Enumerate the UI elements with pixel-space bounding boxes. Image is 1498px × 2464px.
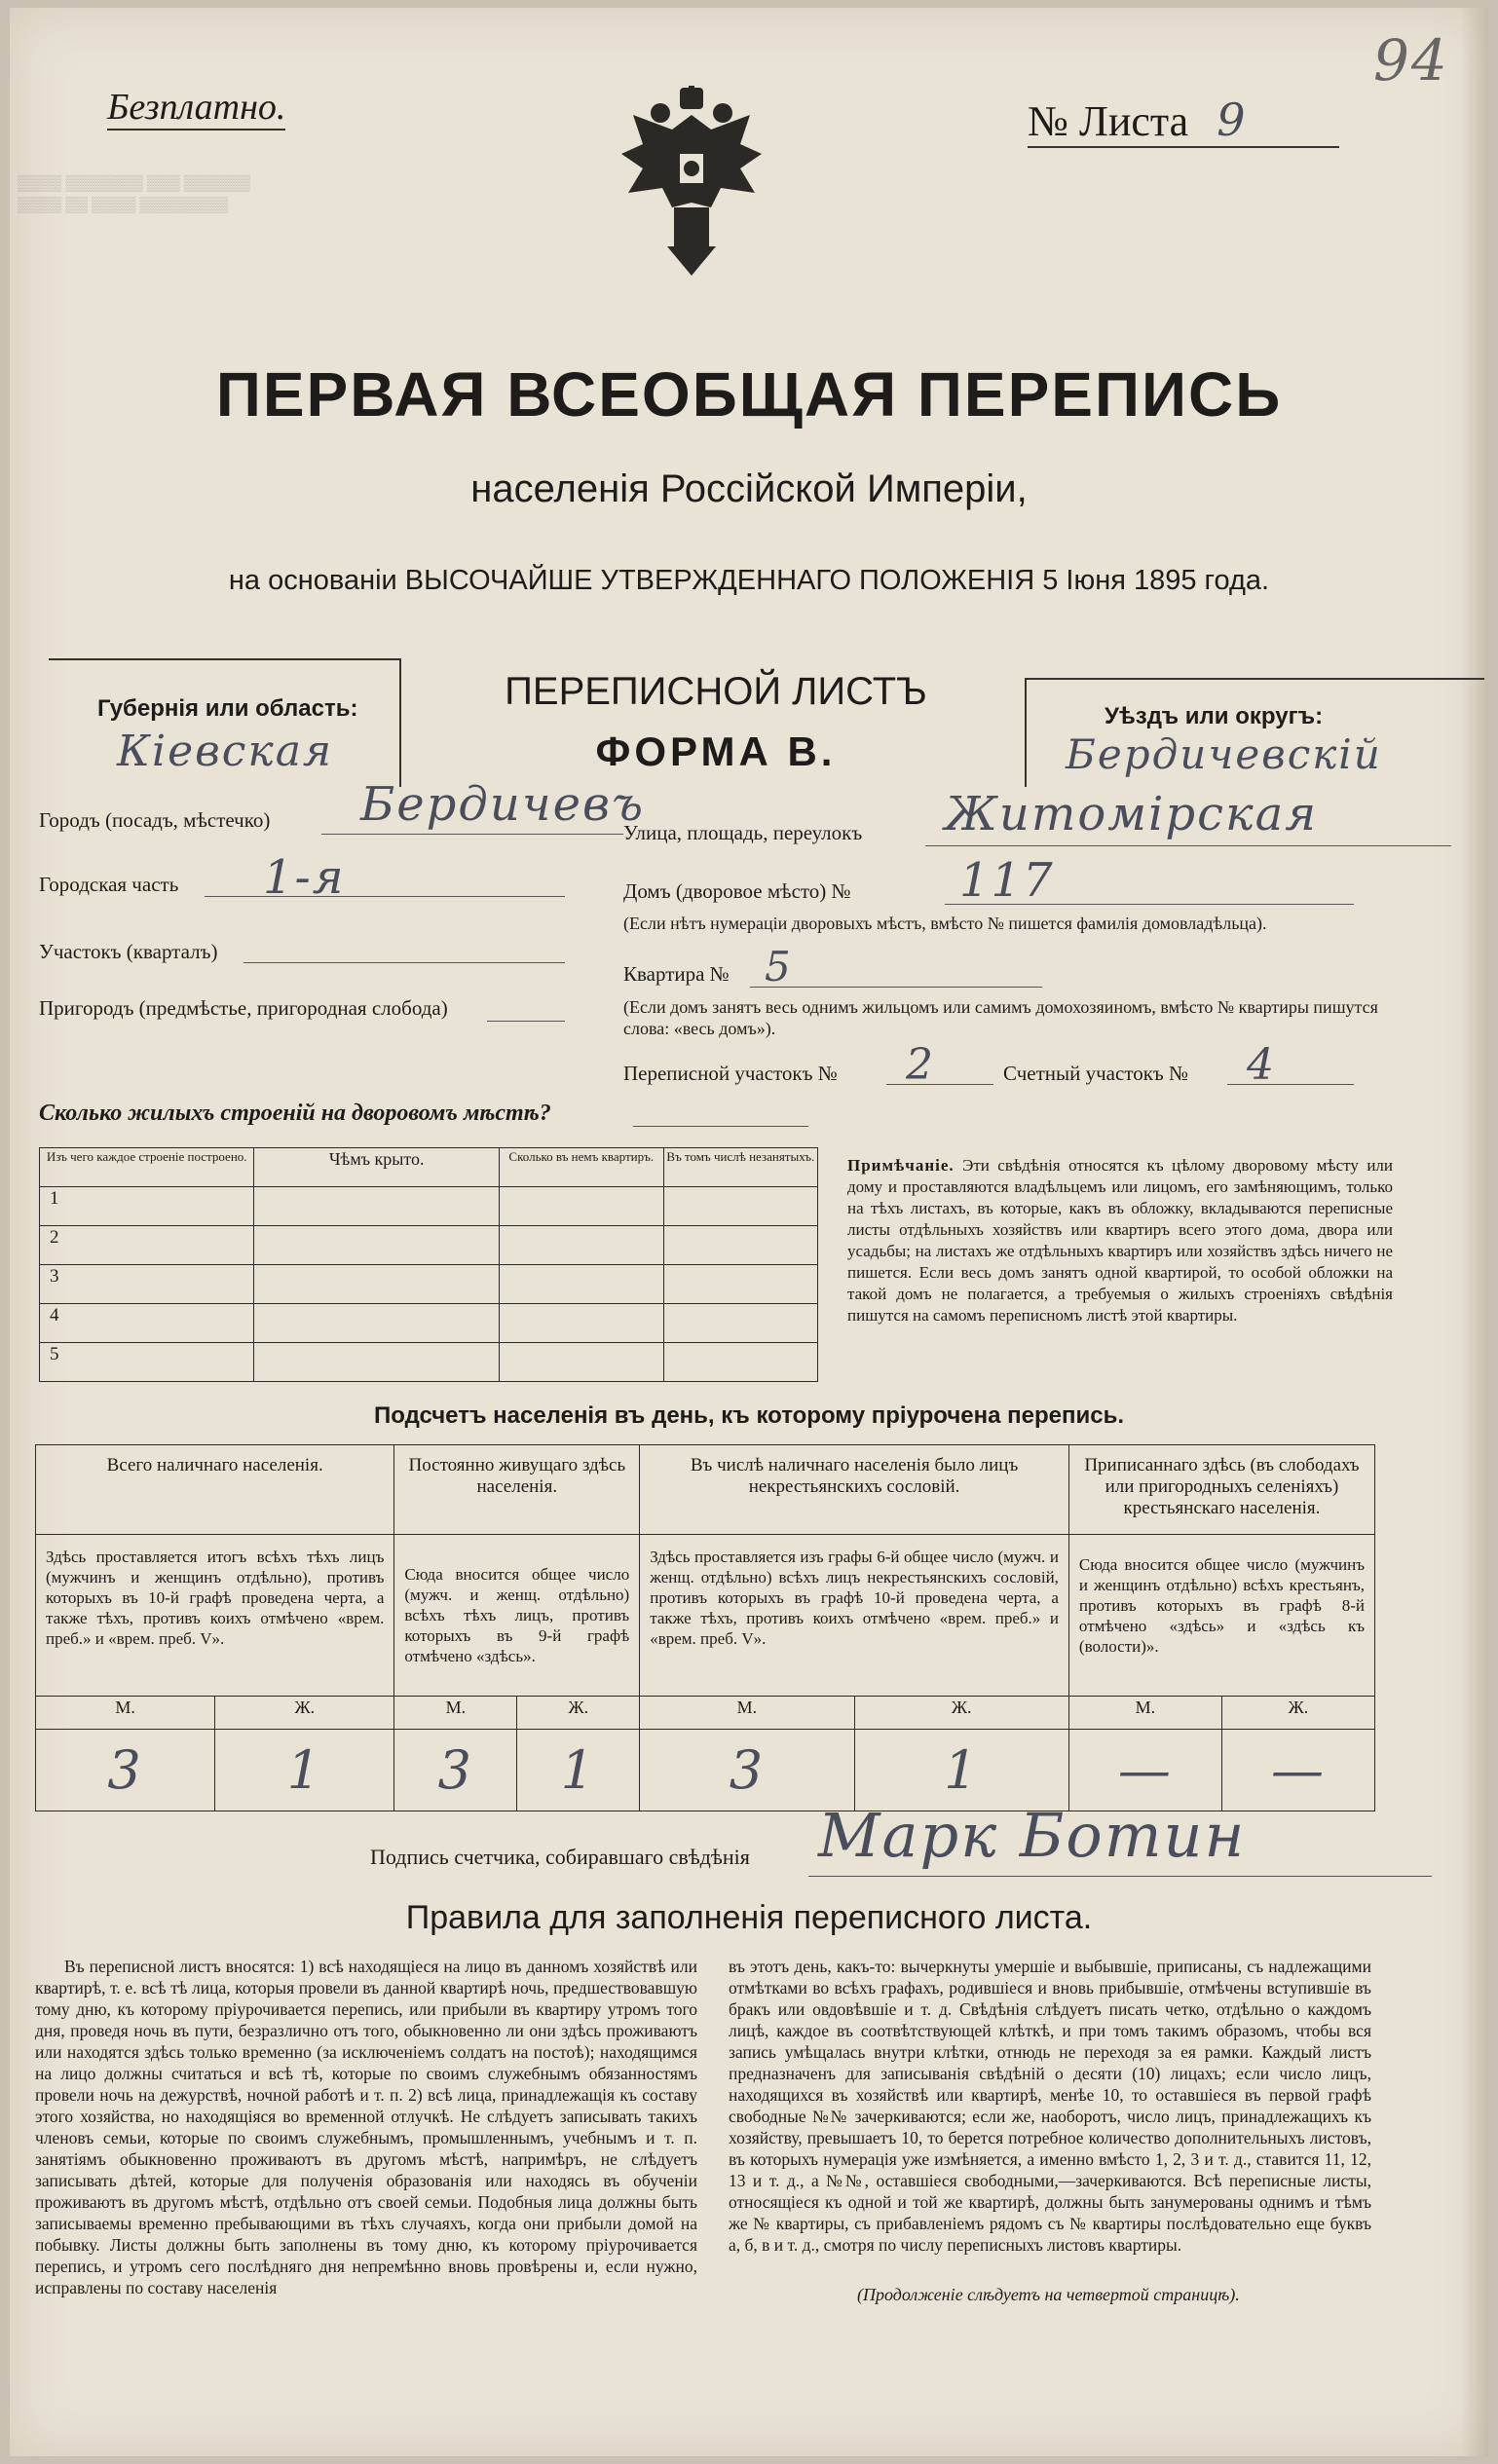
buildings-question: Сколько жилыхъ строеній на дворовомъ мѣстѣ? bbox=[39, 1101, 551, 1126]
district-box bbox=[1025, 678, 1484, 787]
signature-value: Марк Ботин bbox=[818, 1800, 1247, 1871]
peasant-female: — bbox=[1221, 1730, 1374, 1811]
bleed-through-text: ▒▒▒▒ ▒▒▒▒▒▒▒ ▒▒▒ ▒▒▒▒▒▒ ▒▒▒▒ ▒▒ ▒▒▒▒ ▒▒▒▒▒▒▒▒ bbox=[18, 175, 250, 213]
rules-continued: (Продолженіе слѣдуетъ на четвертой страницѣ). bbox=[857, 2285, 1240, 2304]
suburb-label: Пригородъ (предмѣстье, пригородная слобода) bbox=[39, 996, 448, 1020]
city-part-value: 1-я bbox=[263, 850, 346, 905]
non-peasant-male: 3 bbox=[640, 1730, 854, 1811]
population-col-title: Въ числѣ наличнаго населенія было лицъ некрестьянскихъ сословій. bbox=[640, 1445, 1069, 1535]
sheet-number-label bbox=[1028, 93, 1339, 148]
row-number: 1 bbox=[40, 1187, 254, 1226]
province-value: Кiевская bbox=[117, 727, 334, 776]
female-label: Ж. bbox=[517, 1697, 640, 1730]
count-district-label: Счетный участокъ № bbox=[1003, 1062, 1189, 1085]
buildings-header-material: Изъ чего каждое строеніе построено. bbox=[40, 1148, 254, 1187]
province-label: Губернія или область: bbox=[97, 695, 358, 722]
rules-left-column: Въ переписной листъ вносятся: 1) всѣ находящіеся на лицо въ данномъ хозяйствѣ или квартирѣ, т. е. всѣ тѣ лица, которыя провели въ данной квартирѣ ночь, предшествовавшую тому дню, къ которому пріурочивается перепись, или прибыли въ квартиру утромъ того дня, проведя ночь въ пути, безразлично отъ того, обыкновенно ли они здѣсь проживаютъ или находятся здѣсь только временно (за исключеніемъ солдатъ на постоѣ); находящимся на лицо должны считаться и всѣ тѣ, которые по своимъ служебнымъ обязанностямъ провели ночь на дежурствѣ, ночной работѣ и т. п. 2) всѣ лица, принадлежащія къ составу этого хозяйства, но находящіяся во временной отлучкѣ. Не слѣдуетъ записывать такихъ членовъ семьи, которые по своимъ служебнымъ, промышленнымъ, учебнымъ и т. п. занятіямъ обыкновенно проживаютъ въ другомъ мѣстѣ, напримѣръ, не слѣдуетъ записывать дѣтей, которые для полученія образованія или находясь въ обученіи проживаютъ въ другомъ мѣстѣ, отдѣльно отъ своей семьи. Подобныя лица должны быть записываемы временно пребывающими въ тѣхъ случаяхъ, когда они прибыли домой на побывку. Листы должны быть заполнены въ тому дню, къ которому пріурочивается перепись, и утромъ сего послѣдняго дня непремѣнно вновь провѣрены и, если нужно, исправлены по составу населенія bbox=[35, 1957, 697, 2297]
sheet-number-text: № Листа bbox=[1028, 97, 1189, 145]
buildings-header-roof: Чѣмъ крыто. bbox=[254, 1148, 499, 1187]
sheet-number-value: 9 bbox=[1217, 93, 1248, 146]
female-label: Ж. bbox=[1221, 1697, 1374, 1730]
form-heading: ПЕРЕПИСНОЙ ЛИСТЪ bbox=[505, 670, 927, 713]
basis-line: на основаніи ВЫСОЧАЙШЕ УТВЕРЖДЕННАГО ПОЛОЖЕНІЯ 5 Іюня 1895 года. bbox=[228, 565, 1270, 596]
population-col-title: Приписаннаго здѣсь (въ слободахъ или пригородныхъ селеніяхъ) крестьянскаго населенія. bbox=[1068, 1445, 1374, 1535]
signature-label: Подпись счетчика, собиравшаго свѣдѣнія bbox=[370, 1845, 750, 1869]
population-col-desc: Сюда вносится общее число (мужч. и женщ. отдѣльно) всѣхъ тѣхъ лицъ, противъ которыхъ въ 9-й графѣ отмѣчено «здѣсь». bbox=[394, 1535, 640, 1697]
female-label: Ж. bbox=[215, 1697, 394, 1730]
house-label: Домъ (дворовое мѣсто) № bbox=[623, 879, 851, 903]
house-note: (Если нѣтъ нумераціи дворовыхъ мѣстъ, вмѣсто № пишется фамилія домовладѣльца). bbox=[623, 914, 1267, 933]
male-label: М. bbox=[640, 1697, 854, 1730]
total-female: 1 bbox=[215, 1730, 394, 1811]
district-label: Уѣздъ или округъ: bbox=[1105, 703, 1324, 729]
male-label: М. bbox=[1068, 1697, 1221, 1730]
page-subtitle: населенія Россійской Имперіи, bbox=[470, 467, 1028, 510]
street-value: Житомiрская bbox=[945, 787, 1319, 841]
province-box bbox=[49, 658, 401, 787]
corner-number: 94 bbox=[1373, 27, 1449, 93]
rules-right-column: въ этотъ день, какъ-то: вычеркнуты умершіе и выбывшіе, приписаны, съ надлежащими отмѣтками во всѣхъ графахъ, родившіеся и вновь прибывшіе, отмѣчены вступившіе въ бракъ или овдовѣвшіе и т. д. Свѣдѣнія слѣдуетъ писать четко, отдѣльно о каждомъ лицѣ, каждое въ соотвѣтствующей клѣткѣ, и при томъ такимъ образомъ, чтобы вся запись умѣщалась внутри клѣтки, отнюдь не переходя за ея рамки. Каждый листъ предназначенъ для записыванія свѣдѣній о десяти (10) лицахъ; если число лицъ, находящихся въ хозяйствѣ или квартирѣ, менѣе 10, то оставшіеся въ первой графѣ свободные №№ зачеркиваются; если же, наоборотъ, число лицъ, принадлежащихъ къ хозяйству, превышаетъ 10, то берется потребное количество дополнительныхъ листовъ, въ которыхъ нумерація уже измѣняется, а именно вмѣсто 1, 2, 3 и т. д., ставится 11, 12, 13 и т. д., а №№, оставшіеся свободными,—зачеркиваются. Всѣ переписные листы, относящіеся къ одной и той же квартирѣ, должны быть занумерованы однимъ и тѣмъ же № квартиры, съ прибавленіемъ рядомъ съ № квартиры послѣдовательно еще буквъ а, б, в и т. д., смотря по числу переписныхъ листовъ квартиры. bbox=[729, 1957, 1371, 2255]
census-district-label: Переписной участокъ № bbox=[623, 1062, 838, 1085]
house-value: 117 bbox=[959, 853, 1055, 908]
apartment-label: Квартира № bbox=[623, 962, 730, 986]
male-label: М. bbox=[36, 1697, 215, 1730]
buildings-header-apartments: Сколько въ немъ квартиръ. bbox=[499, 1148, 663, 1187]
population-col-desc: Здѣсь проставляется итогъ всѣхъ тѣхъ лицъ (мужчинъ и женщинъ отдѣльно), противъ которыхъ въ 10-й графѣ проведена черта, а также тѣхъ, противъ коихъ отмѣчено «врем. преб.» и «врем. преб. V». bbox=[36, 1535, 394, 1697]
census-sheet bbox=[10, 8, 1488, 2456]
note-text: Эти свѣдѣнія относятся къ цѣлому дворовому мѣсту или дому и проставляются владѣльцемъ или лицомъ, его замѣняющимъ, только на тѣхъ листахъ, въ которые, какъ въ обложку, вкладываются переписные листы отдѣльныхъ хозяйствъ или квартиръ всего этого дома, двора или усадьбы; на листахъ же отдѣльныхъ квартиръ или хозяйствъ здѣсь ничего не пишется. Если весь домъ занятъ одной квартирой, то особой обложки на такой домъ не полагается, а требуемыя о жилыхъ строеніяхъ свѣдѣнія пишутся на самомъ переписномъ листѣ этой квартиры. bbox=[847, 1156, 1393, 1325]
female-label: Ж. bbox=[854, 1697, 1068, 1730]
double-headed-eagle-icon bbox=[614, 86, 769, 280]
row-number: 3 bbox=[40, 1265, 254, 1304]
precinct-label: Участокъ (кварталъ) bbox=[39, 940, 218, 963]
city-value: Бердичевъ bbox=[360, 777, 645, 832]
table-row bbox=[40, 1304, 818, 1343]
row-number: 2 bbox=[40, 1226, 254, 1265]
permanent-female: 1 bbox=[517, 1730, 640, 1811]
count-district-value: 4 bbox=[1247, 1040, 1276, 1090]
district-value: Бердичевскiй bbox=[1066, 730, 1382, 778]
population-col-title: Постоянно живущаго здѣсь населенія. bbox=[394, 1445, 640, 1535]
population-heading: Подсчетъ населенія въ день, къ которому пріурочена перепись. bbox=[374, 1402, 1124, 1429]
table-row bbox=[40, 1265, 818, 1304]
city-label: Городъ (посадъ, мѣстечко) bbox=[39, 808, 271, 832]
apartment-value: 5 bbox=[765, 943, 793, 990]
census-district-value: 2 bbox=[906, 1040, 935, 1090]
apartment-note: (Если домъ занятъ весь однимъ жильцомъ или самимъ домохозяиномъ, вмѣсто № квартиры пишутся слова: «весь домъ»). bbox=[623, 997, 1378, 1038]
total-male: 3 bbox=[36, 1730, 215, 1811]
row-number: 5 bbox=[40, 1343, 254, 1382]
page-title: ПЕРВАЯ ВСЕОБЩАЯ ПЕРЕПИСЬ bbox=[215, 359, 1283, 429]
free-label: Безплатно. bbox=[107, 86, 285, 131]
permanent-male: 3 bbox=[394, 1730, 517, 1811]
paper-edge bbox=[1461, 8, 1488, 2456]
population-table bbox=[35, 1444, 1375, 1811]
form-label: ФОРМА В. bbox=[595, 728, 837, 774]
population-col-desc: Сюда вносится общее число (мужчинъ и женщинъ отдѣльно) всѣхъ крестьянъ, противъ которыхъ въ графѣ 8-й отмѣчено «здѣсь» и «здѣсь къ (волости)». bbox=[1068, 1535, 1374, 1697]
table-row bbox=[40, 1343, 818, 1382]
table-row bbox=[40, 1187, 818, 1226]
city-part-label: Городская часть bbox=[39, 873, 179, 896]
street-label: Улица, площадь, переулокъ bbox=[623, 821, 863, 844]
male-label: М. bbox=[394, 1697, 517, 1730]
population-col-title: Всего наличнаго населенія. bbox=[36, 1445, 394, 1535]
note-block bbox=[847, 1155, 1393, 1326]
population-col-desc: Здѣсь проставляется изъ графы 6-й общее число (мужч. и женщ. отдѣльно) всѣхъ лицъ некрестьянскихъ сословій, противъ которыхъ въ графѣ 10-й проведена черта, а также тѣхъ, противъ коихъ отмѣчено «врем. преб.» и «врем. преб. V». bbox=[640, 1535, 1069, 1697]
note-title: Примѣчаніе. bbox=[847, 1156, 955, 1175]
table-row bbox=[40, 1226, 818, 1265]
non-peasant-female: 1 bbox=[854, 1730, 1068, 1811]
row-number: 4 bbox=[40, 1304, 254, 1343]
peasant-male: — bbox=[1068, 1730, 1221, 1811]
rules-heading: Правила для заполненія переписного листа. bbox=[405, 1899, 1093, 1936]
buildings-header-vacant: Въ томъ числѣ незанятыхъ. bbox=[663, 1148, 817, 1187]
buildings-table bbox=[39, 1147, 818, 1382]
